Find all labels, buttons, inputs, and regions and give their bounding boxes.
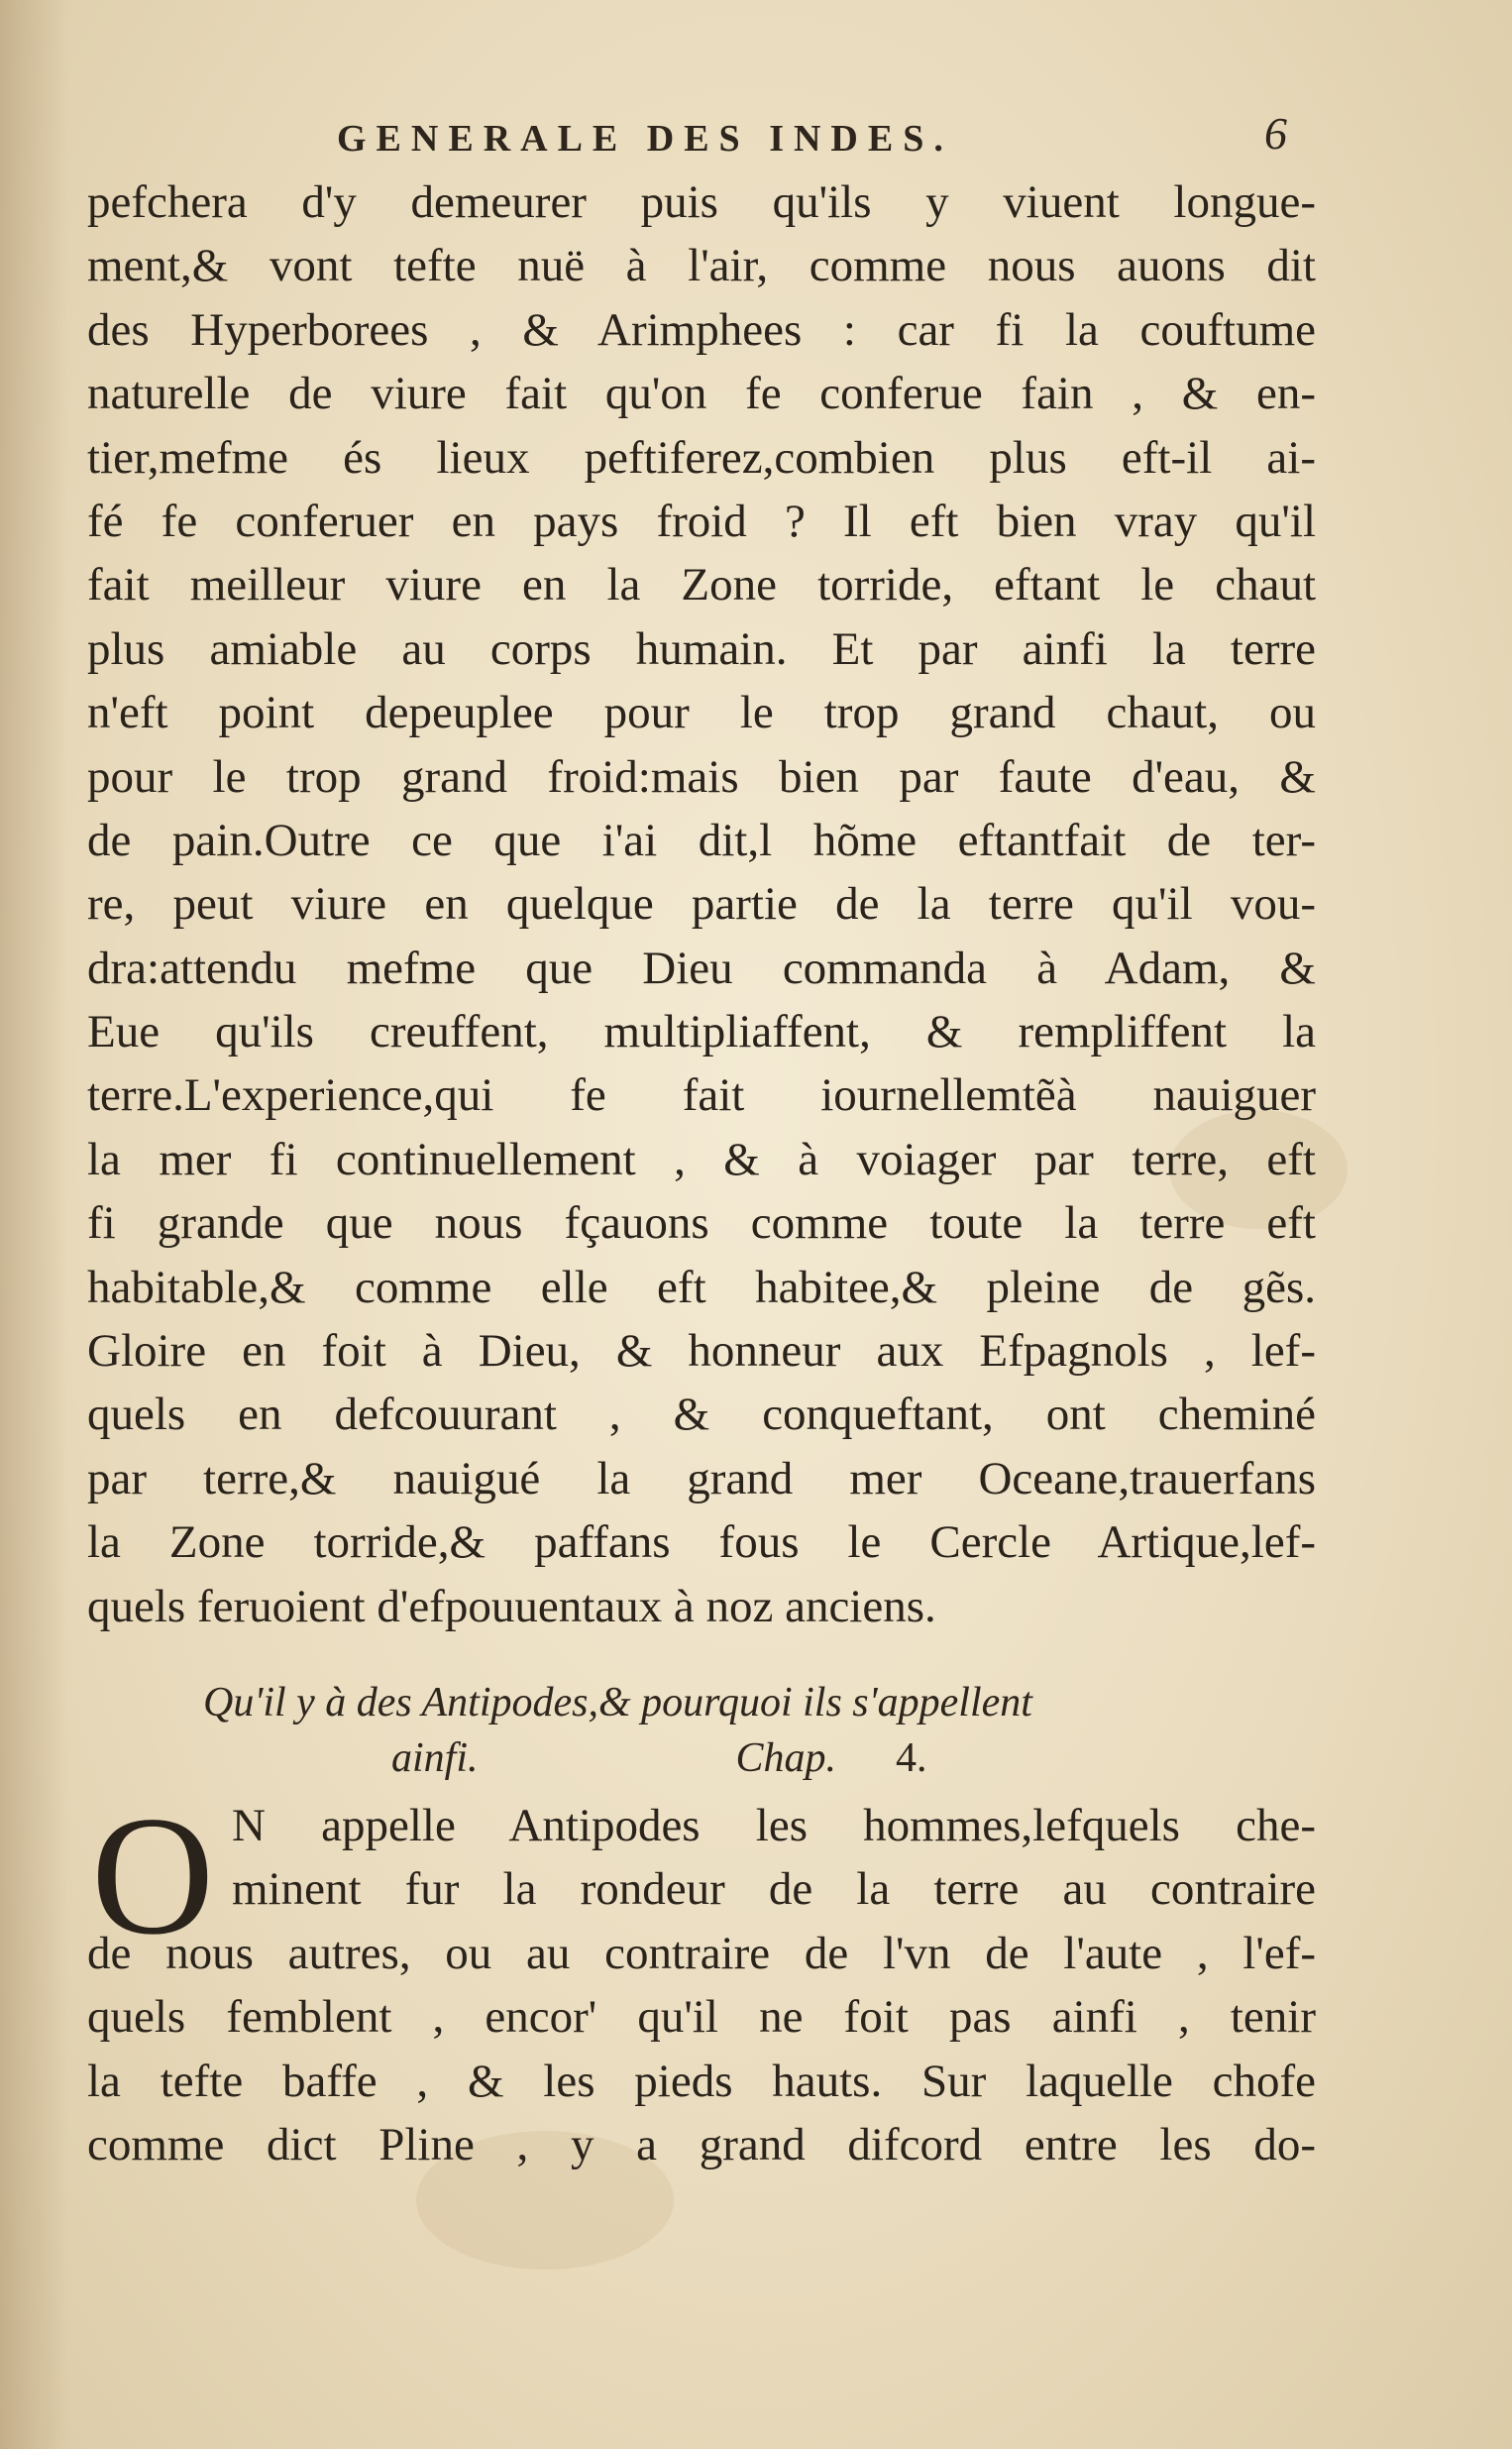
text-line: naturelle de viure fait qu'on fe conferue fain , & en- [87,368,1316,420]
text-line: pefchera d'y demeurer puis qu'ils y viuent longue- [87,176,1316,228]
text-line: habitable,& comme elle eft habitee,& pleine de gẽs. [87,1261,1316,1313]
text-line: comme dict Pline , y a grand difcord entre les do- [87,2118,1316,2171]
text-line: de nous autres, ou au contraire de l'vn de l'aute , l'ef- [87,1927,1316,1979]
chapter-number: 4. [896,1735,927,1781]
page-number: 6 [1264,108,1287,159]
text-line: quels femblent , encor' qu'il ne foit pas ainfi , tenir [87,1991,1316,2044]
text-line: des Hyperborees , & Arimphees : car fi la couftume [87,303,1316,356]
text-line: Eue qu'ils creuffent, multipliaffent, & rempliffent la [87,1006,1316,1058]
chapter-heading-end: ainfi. [391,1735,479,1781]
spine-shadow [0,0,69,2449]
text-line: N appelle Antipodes les hommes,lefquels che- [232,1800,1316,1851]
text-line: fait meilleur viure en la Zone torride, eftant le chaut [87,559,1316,612]
chapter-text [87,1782,1316,2176]
drop-cap-initial: O [91,1782,215,1970]
text-line: la Zone torride,& paffans fous le Cercle Artique,lef- [87,1516,1316,1569]
text-line: Gloire en foit à Dieu, & honneur aux Efpagnols , lef- [87,1325,1316,1378]
chapter-heading [203,1675,1234,1786]
body-text [87,170,1316,1638]
text-line: re, peut viure en quelque partie de la terre qu'il vou- [87,878,1316,931]
text-line: n'eft point depeuplee pour le trop grand chaut, ou [87,687,1316,739]
text-line: ment,& vont tefte nuë à l'air, comme nous auons dit [87,240,1316,292]
text-line: minent fur la rondeur de la terre au contraire [232,1863,1316,1916]
text-line: quels feruoient d'efpouuentaux à noz anciens. [87,1580,936,1632]
text-line: fi grande que nous fçauons comme toute la terre eft [87,1197,1316,1250]
text-line: tier,mefme és lieux peftiferez,combien plus eft-il ai- [87,431,1316,484]
text-line: de pain.Outre ce que i'ai dit,l hõme eftantfait de ter- [87,814,1316,866]
text-line: pour le trop grand froid:mais bien par faute d'eau, & [87,750,1316,803]
running-head: GENERALE DES INDES. [337,118,953,160]
text-line: la mer fi continuellement , & à voiager par terre, eft [87,1133,1316,1185]
text-line: par terre,& nauigué la grand mer Oceane,trauerfans [87,1452,1316,1504]
text-line: fé fe conferuer en pays froid ? Il eft bien vray qu'il [87,495,1316,547]
text-line: la tefte baffe , & les pieds hauts. Sur laquelle chofe [87,2055,1316,2107]
chapter-label: Chap. [735,1735,837,1781]
text-line: plus amiable au corps humain. Et par ainfi la terre [87,622,1316,675]
text-line: dra:attendu mefme que Dieu commanda à Adam, & [87,942,1316,994]
chapter-heading-line [203,1730,1234,1786]
text-line: quels en defcouurant , & conqueftant, ont cheminé [87,1389,1316,1441]
chapter-heading-line: Qu'il y à des Antipodes,& pourquoi ils s'appellent [203,1680,1032,1725]
text-line: terre.L'experience,qui fe fait iournellemtẽà nauiguer [87,1069,1316,1122]
